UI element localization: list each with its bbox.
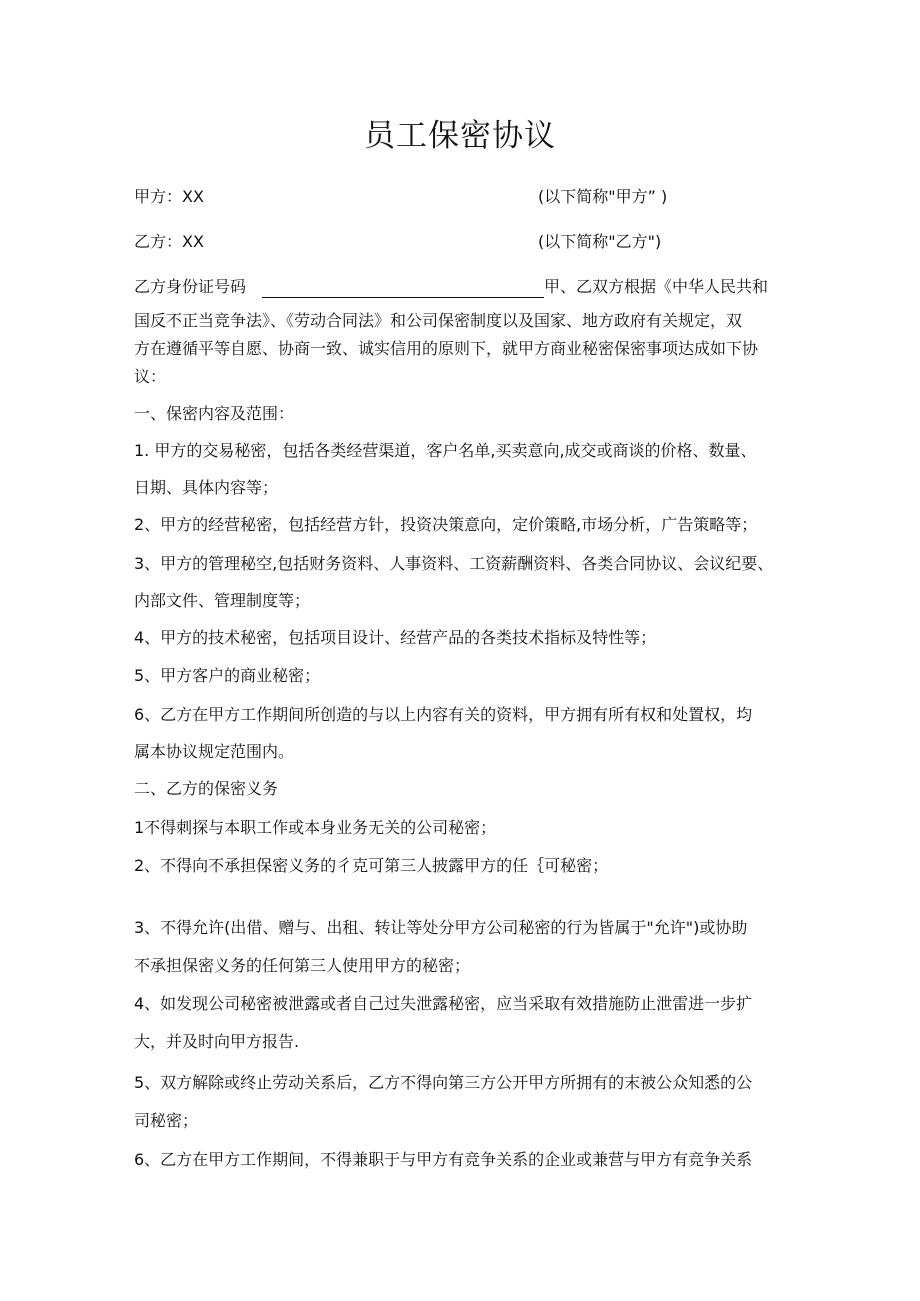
body-line: 3、甲方的管理秘空,包括财务资料、人事资料、工资薪酬资料、各类合同协议、会议纪要、	[134, 554, 774, 573]
body-line: 1不得刺探与本职工作或本身业务无关的公司秘密；	[134, 818, 497, 837]
body-line: 3、不得允许(出借、赠与、出租、转让等处分甲方公司秘密的行为皆属于"允许")或协助	[134, 918, 748, 937]
body-line: 6、乙方在甲方工作期间所创造的与以上内容有关的资料，甲方拥有所有权和处置权，均	[134, 705, 753, 724]
intro-line: 方在遵循平等自愿、协商一致、诚实信用的原则下，就甲方商业秘密保密事项达成如下协	[134, 339, 759, 358]
intro-first-line-tail: 甲、乙双方根据《中华人民共和	[544, 277, 769, 296]
body-line: 司秘密；	[134, 1111, 199, 1130]
section-heading-obligations: 二、乙方的保密义务	[134, 779, 279, 798]
party-b-alias: (以下简称"乙方")	[538, 232, 662, 251]
body-line: 内部文件、管理制度等；	[134, 591, 311, 610]
body-line: 5、双方解除或终止劳动关系后，乙方不得向第三方公开甲方所拥有的末被公众知悉的公	[134, 1073, 753, 1092]
intro-line: 议：	[134, 367, 167, 386]
document-title: 员工保密协议	[364, 118, 556, 154]
intro-line: 国反不正当竞争法》、《劳动合同法》和公司保密制度以及国家、地方政府有关规定，双	[134, 311, 743, 330]
id-number-label: 乙方身份证号码	[134, 277, 247, 296]
body-line: 6、乙方在甲方工作期间，不得兼职于与甲方有竞争关系的企业或兼营与甲方有竞争关系	[134, 1150, 753, 1169]
body-line: 1. 甲方的交易秘密，包括各类经营渠道，客户名单,买卖意向,成交或商谈的价格、数量、	[134, 441, 757, 460]
party-b-label: 乙方：XX	[134, 232, 204, 251]
section-heading-scope: 一、保密内容及范围：	[134, 404, 295, 423]
id-number-row	[134, 276, 768, 298]
body-line: 2、不得向不承担保密义务的彳克可第三人披露甲方的任｛可秘密；	[134, 856, 609, 875]
body-line: 2、甲方的经营秘密，包括经营方针，投资决策意向，定价策略,市场分析，广告策略等；	[134, 515, 758, 534]
body-line: 4、如发现公司秘密被泄露或者自己过失泄露秘密，应当采取有效措施防止泄雷进一步扩	[134, 994, 753, 1013]
body-line: 属本协议规定范围内。	[134, 742, 295, 761]
body-line: 大，并及时向甲方报告.	[134, 1032, 300, 1051]
party-a-label: 甲方：XX	[134, 187, 204, 206]
id-number-field[interactable]	[262, 279, 544, 298]
party-a-alias: (以下简称"甲方” )	[538, 187, 668, 206]
body-line: 5、甲方客户的商业秘密；	[134, 666, 321, 685]
body-line: 日期、具体内容等；	[134, 478, 279, 497]
body-line: 4、甲方的技术秘密，包括项目设计、经营产品的各类技术指标及特性等；	[134, 628, 657, 647]
body-line: 不承担保密义务的任何第三人使用甲方的秘密；	[134, 956, 471, 975]
